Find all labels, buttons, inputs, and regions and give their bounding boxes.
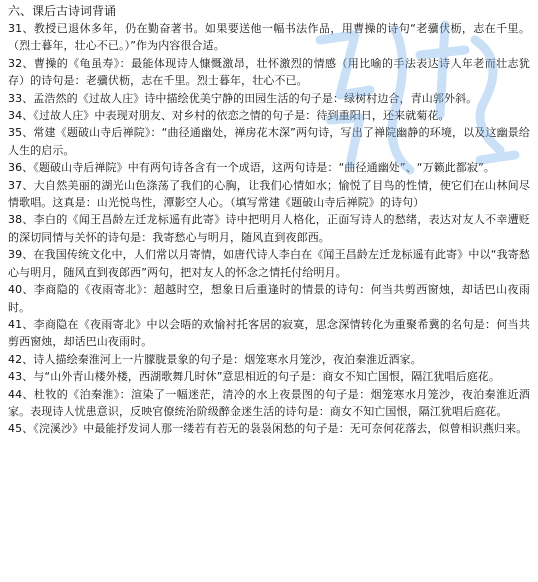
list-item: 33、孟浩然的《过故人庄》诗中描绘优美宁静的田园生活的句子是：绿树村边合，青山郭外斜。: [8, 91, 478, 105]
list-item: 43、与“山外青山楼外楼，西湖歌舞几时休”意思相近的句子是：商女不知亡国恨，隔江犹唱后庭花。: [8, 370, 500, 384]
list-item: 31、教授已退休多年，仍在勤奋著书。如果要送他一幅书法作品，用曹操的诗句“老骥伏枥，志在千里。（烈士暮年，壮心不已。）”作为内容很合适。: [8, 22, 530, 53]
list-item: 39、在我国传统文化中，人们常以月寄情，如唐代诗人李白在《闻王昌龄左迁龙标遥有此寄》中以“我寄愁心与明月，随风直到夜郎西”两句，把对友人的怀念之情托付给明月。: [8, 248, 530, 279]
list-item: 40、李商隐的《夜雨寄北》：超越时空，想象日后重逢时的情景的诗句：何当共剪西窗烛，却话巴山夜雨时。: [8, 283, 530, 314]
list-item: 45、《浣溪沙》中最能抒发词人那一缕若有若无的袅袅闲愁的句子是：无可奈何花落去，似曾相识燕归来。: [8, 422, 528, 436]
list-item: 38、李白的《闻王昌龄左迁龙标遥有此寄》诗中把明月人格化，正面写诗人的愁绪，表达对友人不幸遭贬的深切同情与关怀的诗句是：我寄愁心与明月，随风直到夜郎西。: [8, 213, 530, 244]
list-item: 36、《题破山寺后禅院》中有两句诗各含有一个成语，这两句诗是：“曲径通幽处”、“万籁此都寂”。: [8, 161, 495, 175]
list-item: 37、大自然美丽的湖光山色涤荡了我们的心胸，让我们心情如水；愉悦了目鸟的性情，使它们在山林间尽情歌唱。这真是：山光悦鸟性，潭影空人心。（填写常建《题破山寺后禅院》的诗句）: [8, 178, 530, 210]
list-item: 34、《过故人庄》中表现对朋友、对乡村的依恋之情的句子是：待到重阳日，还来就菊花。: [8, 109, 450, 123]
list-item: 41、李商隐在《夜雨寄北》中以会晤的欢愉衬托客居的寂寞，思念深情转化为重聚希冀的名句是：何当共剪西窗烛，却话巴山夜雨时。: [8, 317, 530, 349]
list-item: 44、杜牧的《泊秦淮》：渲染了一幅迷茫，清冷的水上夜景图的句子是：烟笼寒水月笼沙，夜泊秦淮近酒家。表现诗人忧患意识，反映官僚统治阶级醉金迷生活的诗句是：商女不知亡国恨，隔江犹唱后庭花。: [8, 387, 530, 418]
section-title: 六、课后古诗词背诵: [8, 4, 117, 18]
list-item: 32、曹操的《龟虽寿》：最能体现诗人慷慨激昂，壮怀激烈的情感（用比喻的手法表达诗人年老而壮志犹存）的诗句是：老骥伏枥，志在千里。烈士暮年，壮心不已。: [8, 56, 530, 88]
list-item: 35、常建《题破山寺后禅院》：“曲径通幽处，禅房花木深”两句诗，写出了禅院幽静的环境，以及这幽景给人生的启示。: [8, 126, 530, 157]
list-item: 42、诗人描绘秦淮河上一片朦胧景象的句子是：烟笼寒水月笼沙，夜泊秦淮近酒家。: [8, 352, 422, 366]
